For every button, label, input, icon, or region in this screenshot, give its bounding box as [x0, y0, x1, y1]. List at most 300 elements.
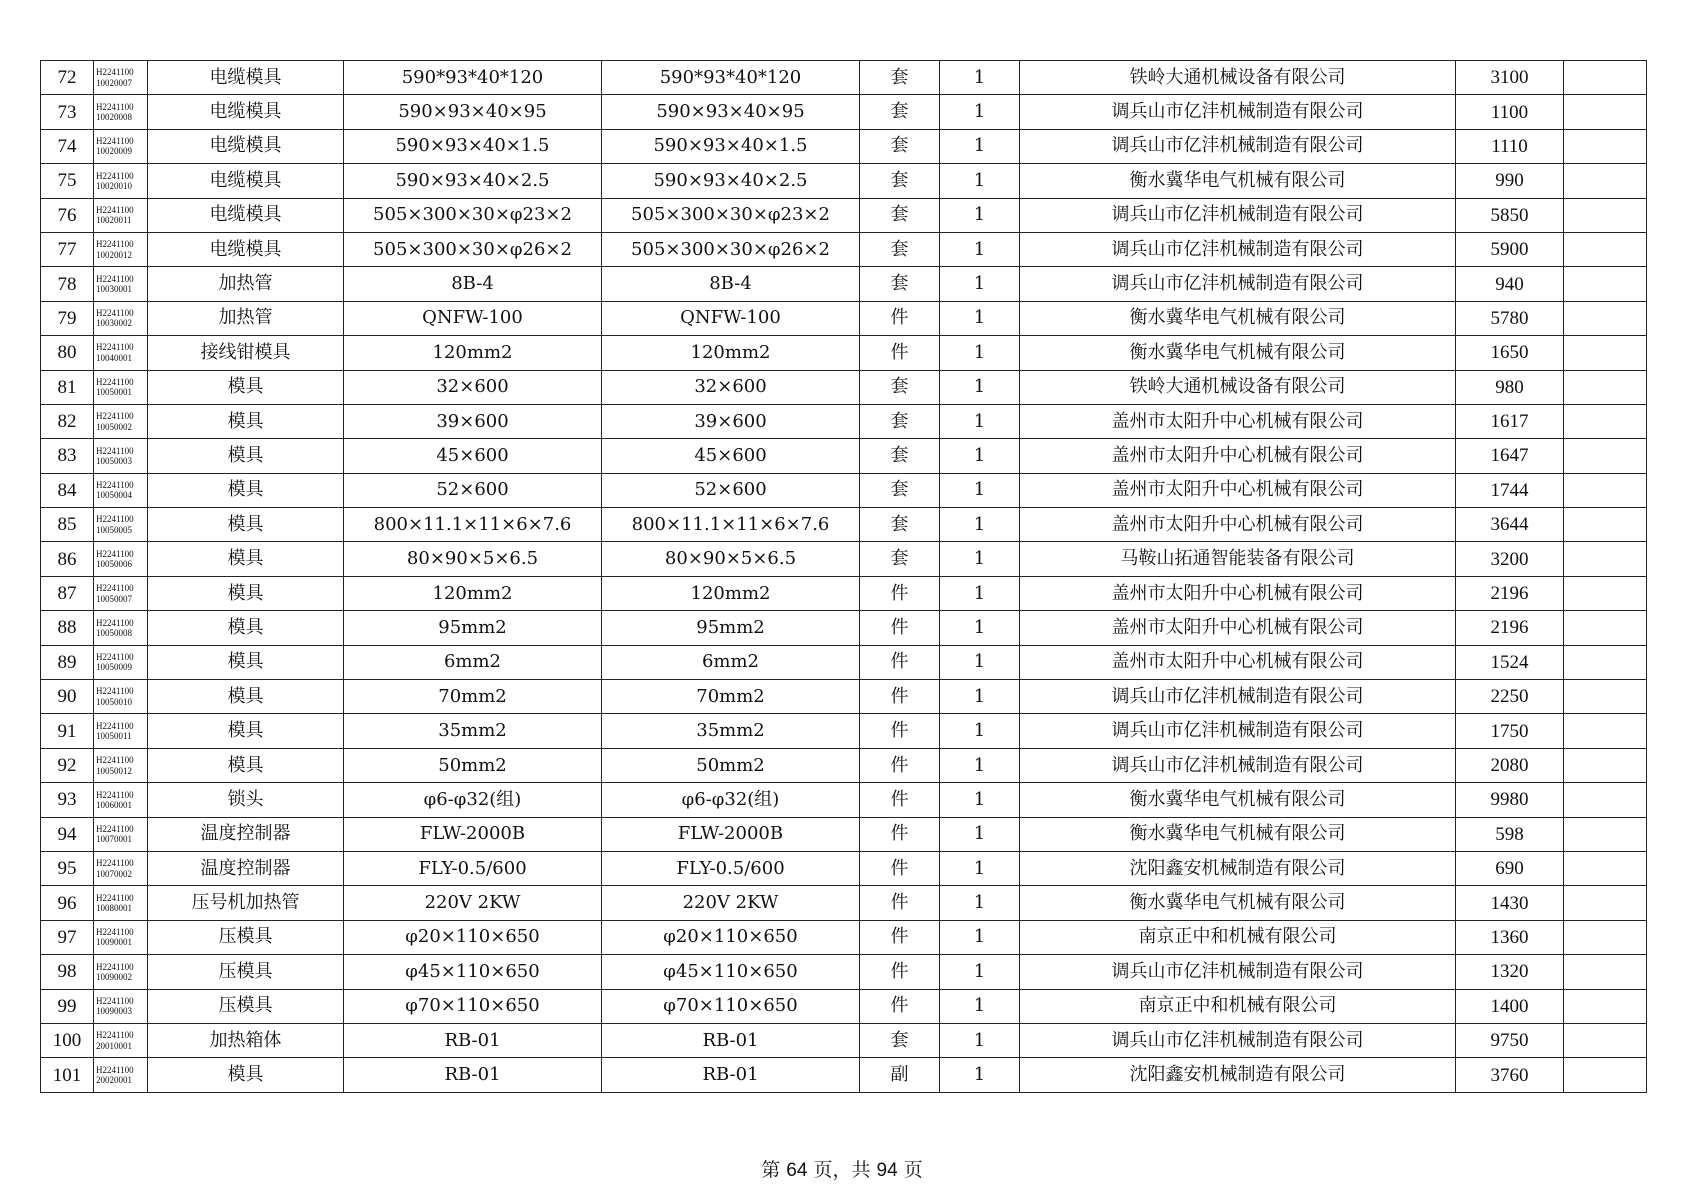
- item-name-cell: 模具: [148, 576, 344, 610]
- item-name-cell: 接线钳模具: [148, 336, 344, 370]
- table-row: [41, 542, 1647, 576]
- quantity-cell: 1: [940, 336, 1020, 370]
- price-cell: 9980: [1456, 783, 1564, 817]
- item-name-cell: 压号机加热管: [148, 886, 344, 920]
- unit-cell: 套: [860, 508, 940, 542]
- spec-cell: 6mm2: [344, 645, 602, 679]
- item-name-cell: 模具: [148, 404, 344, 438]
- unit-cell: 件: [860, 851, 940, 885]
- item-code-line2: 10020012: [96, 249, 132, 260]
- item-code-cell: [94, 370, 148, 404]
- item-code-line1: H2241100: [96, 720, 134, 731]
- unit-cell: 件: [860, 714, 940, 748]
- quantity-cell: 1: [940, 95, 1020, 129]
- supplier-cell: 沈阳鑫安机械制造有限公司: [1020, 1058, 1456, 1092]
- item-code-cell: [94, 404, 148, 438]
- price-cell: 1360: [1456, 920, 1564, 954]
- item-code-line2: 10050011: [96, 731, 132, 742]
- item-name-cell: 模具: [148, 680, 344, 714]
- unit-cell: 件: [860, 576, 940, 610]
- note-cell: [1564, 714, 1647, 748]
- total-pages-number: 94: [876, 1160, 898, 1181]
- row-number-cell: 82: [41, 404, 94, 438]
- note-cell: [1564, 680, 1647, 714]
- note-cell: [1564, 576, 1647, 610]
- spec-cell: 590*93*40*120: [344, 61, 602, 95]
- unit-cell: 件: [860, 645, 940, 679]
- spec-cell: φ6-φ32(组): [344, 783, 602, 817]
- quantity-cell: 1: [940, 748, 1020, 782]
- unit-cell: 件: [860, 301, 940, 335]
- item-code-line2: 10050010: [96, 696, 132, 707]
- unit-cell: 件: [860, 886, 940, 920]
- unit-cell: 套: [860, 542, 940, 576]
- item-code-cell: [94, 473, 148, 507]
- model-cell: 800×11.1×11×6×7.6: [602, 508, 860, 542]
- supplier-cell: 沈阳鑫安机械制造有限公司: [1020, 851, 1456, 885]
- spec-cell: φ20×110×650: [344, 920, 602, 954]
- item-name-cell: 电缆模具: [148, 198, 344, 232]
- item-code-cell: [94, 1058, 148, 1092]
- price-cell: 1650: [1456, 336, 1564, 370]
- quantity-cell: 1: [940, 129, 1020, 163]
- item-code-cell: [94, 508, 148, 542]
- note-cell: [1564, 439, 1647, 473]
- item-name-cell: 电缆模具: [148, 164, 344, 198]
- price-cell: 2250: [1456, 680, 1564, 714]
- item-name-cell: 压模具: [148, 920, 344, 954]
- item-code-line1: H2241100: [96, 789, 134, 800]
- spec-cell: 50mm2: [344, 748, 602, 782]
- note-cell: [1564, 886, 1647, 920]
- model-cell: 32×600: [602, 370, 860, 404]
- note-cell: [1564, 783, 1647, 817]
- item-name-cell: 电缆模具: [148, 129, 344, 163]
- note-cell: [1564, 851, 1647, 885]
- row-number-cell: 90: [41, 680, 94, 714]
- model-cell: FLW-2000B: [602, 817, 860, 851]
- row-number-cell: 74: [41, 129, 94, 163]
- price-cell: 1750: [1456, 714, 1564, 748]
- unit-cell: 件: [860, 783, 940, 817]
- price-cell: 3760: [1456, 1058, 1564, 1092]
- supplier-cell: 调兵山市亿沣机械制造有限公司: [1020, 198, 1456, 232]
- unit-cell: 件: [860, 611, 940, 645]
- quantity-cell: 1: [940, 817, 1020, 851]
- price-cell: 1744: [1456, 473, 1564, 507]
- quantity-cell: 1: [940, 301, 1020, 335]
- price-cell: 3644: [1456, 508, 1564, 542]
- note-cell: [1564, 336, 1647, 370]
- quantity-cell: 1: [940, 680, 1020, 714]
- row-number-cell: 96: [41, 886, 94, 920]
- spec-cell: 505×300×30×φ23×2: [344, 198, 602, 232]
- quantity-cell: 1: [940, 851, 1020, 885]
- supplier-cell: 盖州市太阳升中心机械有限公司: [1020, 508, 1456, 542]
- table-row: [41, 817, 1647, 851]
- model-cell: 590×93×40×95: [602, 95, 860, 129]
- item-name-cell: 模具: [148, 1058, 344, 1092]
- unit-cell: 套: [860, 129, 940, 163]
- item-code-line2: 10050007: [96, 593, 132, 604]
- item-code-line1: H2241100: [96, 651, 134, 662]
- price-cell: 990: [1456, 164, 1564, 198]
- price-cell: 9750: [1456, 1023, 1564, 1057]
- item-name-cell: 电缆模具: [148, 232, 344, 266]
- item-code-cell: [94, 61, 148, 95]
- item-code-line1: H2241100: [96, 136, 134, 147]
- table-row: [41, 473, 1647, 507]
- item-code-line2: 10050003: [96, 455, 132, 466]
- item-code-cell: [94, 886, 148, 920]
- item-code-line1: H2241100: [96, 548, 134, 559]
- model-cell: 220V 2KW: [602, 886, 860, 920]
- spec-cell: FLY-0.5/600: [344, 851, 602, 885]
- unit-cell: 套: [860, 61, 940, 95]
- spec-cell: 220V 2KW: [344, 886, 602, 920]
- table-row: [41, 783, 1647, 817]
- supplier-cell: 调兵山市亿沣机械制造有限公司: [1020, 129, 1456, 163]
- supplier-cell: 衡水冀华电气机械有限公司: [1020, 336, 1456, 370]
- item-code-line1: H2241100: [96, 823, 134, 834]
- quantity-cell: 1: [940, 989, 1020, 1023]
- unit-cell: 套: [860, 164, 940, 198]
- spec-cell: 590×93×40×1.5: [344, 129, 602, 163]
- price-cell: 1110: [1456, 129, 1564, 163]
- item-code-cell: [94, 920, 148, 954]
- model-cell: RB-01: [602, 1023, 860, 1057]
- item-name-cell: 压模具: [148, 955, 344, 989]
- item-code-line1: H2241100: [96, 755, 134, 766]
- supplier-cell: 马鞍山拓通智能装备有限公司: [1020, 542, 1456, 576]
- item-code-cell: [94, 851, 148, 885]
- model-cell: 70mm2: [602, 680, 860, 714]
- quantity-cell: 1: [940, 232, 1020, 266]
- item-code-cell: [94, 576, 148, 610]
- note-cell: [1564, 1058, 1647, 1092]
- supplier-cell: 盖州市太阳升中心机械有限公司: [1020, 645, 1456, 679]
- price-cell: 940: [1456, 267, 1564, 301]
- model-cell: 590×93×40×2.5: [602, 164, 860, 198]
- item-name-cell: 模具: [148, 439, 344, 473]
- item-code-line2: 10050005: [96, 524, 132, 535]
- item-code-cell: [94, 611, 148, 645]
- item-code-line2: 10030002: [96, 318, 132, 329]
- supplier-cell: 盖州市太阳升中心机械有限公司: [1020, 576, 1456, 610]
- supplier-cell: 衡水冀华电气机械有限公司: [1020, 817, 1456, 851]
- quantity-cell: 1: [940, 508, 1020, 542]
- unit-cell: 件: [860, 955, 940, 989]
- item-code-cell: [94, 164, 148, 198]
- price-cell: 5780: [1456, 301, 1564, 335]
- table-row: [41, 508, 1647, 542]
- supplier-cell: 盖州市太阳升中心机械有限公司: [1020, 611, 1456, 645]
- item-name-cell: 模具: [148, 645, 344, 679]
- supplier-cell: 盖州市太阳升中心机械有限公司: [1020, 473, 1456, 507]
- price-cell: 5900: [1456, 232, 1564, 266]
- supplier-cell: 调兵山市亿沣机械制造有限公司: [1020, 680, 1456, 714]
- supplier-cell: 盖州市太阳升中心机械有限公司: [1020, 404, 1456, 438]
- supplier-cell: 南京正中和机械有限公司: [1020, 989, 1456, 1023]
- supplier-cell: 衡水冀华电气机械有限公司: [1020, 301, 1456, 335]
- table-row: [41, 129, 1647, 163]
- row-number-cell: 83: [41, 439, 94, 473]
- price-cell: 3100: [1456, 61, 1564, 95]
- model-cell: FLY-0.5/600: [602, 851, 860, 885]
- item-code-line2: 10050001: [96, 387, 132, 398]
- model-cell: 50mm2: [602, 748, 860, 782]
- unit-cell: 件: [860, 680, 940, 714]
- item-code-line2: 10050012: [96, 765, 132, 776]
- item-code-line2: 10070001: [96, 834, 132, 845]
- spec-cell: 39×600: [344, 404, 602, 438]
- price-cell: 690: [1456, 851, 1564, 885]
- item-code-line2: 10040001: [96, 352, 132, 363]
- item-code-line1: H2241100: [96, 583, 134, 594]
- item-code-cell: [94, 95, 148, 129]
- item-name-cell: 模具: [148, 714, 344, 748]
- price-cell: 1617: [1456, 404, 1564, 438]
- supplier-cell: 铁岭大通机械设备有限公司: [1020, 61, 1456, 95]
- item-code-cell: [94, 301, 148, 335]
- model-cell: 52×600: [602, 473, 860, 507]
- item-code-line2: 10050002: [96, 421, 132, 432]
- quantity-cell: 1: [940, 611, 1020, 645]
- item-name-cell: 温度控制器: [148, 817, 344, 851]
- note-cell: [1564, 611, 1647, 645]
- note-cell: [1564, 473, 1647, 507]
- item-code-line2: 10090002: [96, 971, 132, 982]
- table-row: [41, 955, 1647, 989]
- table-row: [41, 61, 1647, 95]
- spec-cell: 120mm2: [344, 576, 602, 610]
- item-name-cell: 模具: [148, 748, 344, 782]
- item-code-line1: H2241100: [96, 239, 134, 250]
- model-cell: QNFW-100: [602, 301, 860, 335]
- supplier-cell: 南京正中和机械有限公司: [1020, 920, 1456, 954]
- model-cell: φ6-φ32(组): [602, 783, 860, 817]
- item-code-line1: H2241100: [96, 961, 134, 972]
- current-page-number: 64: [786, 1160, 808, 1181]
- note-cell: [1564, 955, 1647, 989]
- item-code-line2: 20020001: [96, 1075, 132, 1086]
- note-cell: [1564, 61, 1647, 95]
- item-code-line2: 10050008: [96, 627, 132, 638]
- table-row: [41, 336, 1647, 370]
- item-name-cell: 温度控制器: [148, 851, 344, 885]
- row-number-cell: 73: [41, 95, 94, 129]
- row-number-cell: 85: [41, 508, 94, 542]
- row-number-cell: 75: [41, 164, 94, 198]
- supplier-cell: 调兵山市亿沣机械制造有限公司: [1020, 95, 1456, 129]
- item-name-cell: 模具: [148, 508, 344, 542]
- item-code-cell: [94, 129, 148, 163]
- unit-cell: 件: [860, 336, 940, 370]
- supplier-cell: 铁岭大通机械设备有限公司: [1020, 370, 1456, 404]
- table-row: [41, 714, 1647, 748]
- model-cell: 95mm2: [602, 611, 860, 645]
- note-cell: [1564, 645, 1647, 679]
- unit-cell: 副: [860, 1058, 940, 1092]
- item-code-cell: [94, 955, 148, 989]
- row-number-cell: 81: [41, 370, 94, 404]
- model-cell: 6mm2: [602, 645, 860, 679]
- item-code-line1: H2241100: [96, 892, 134, 903]
- note-cell: [1564, 404, 1647, 438]
- table-row: [41, 576, 1647, 610]
- item-code-line2: 10080001: [96, 903, 132, 914]
- spec-cell: 80×90×5×6.5: [344, 542, 602, 576]
- item-code-line1: H2241100: [96, 376, 134, 387]
- table-row: [41, 370, 1647, 404]
- table-row: [41, 851, 1647, 885]
- item-code-line1: H2241100: [96, 342, 134, 353]
- row-number-cell: 93: [41, 783, 94, 817]
- unit-cell: 件: [860, 920, 940, 954]
- item-code-line2: 10050004: [96, 490, 132, 501]
- row-number-cell: 97: [41, 920, 94, 954]
- row-number-cell: 78: [41, 267, 94, 301]
- quantity-cell: 1: [940, 61, 1020, 95]
- item-code-line1: H2241100: [96, 170, 134, 181]
- item-code-cell: [94, 542, 148, 576]
- row-number-cell: 79: [41, 301, 94, 335]
- item-code-line1: H2241100: [96, 411, 134, 422]
- item-code-cell: [94, 817, 148, 851]
- note-cell: [1564, 920, 1647, 954]
- price-cell: 3200: [1456, 542, 1564, 576]
- model-cell: 505×300×30×φ26×2: [602, 232, 860, 266]
- model-cell: 45×600: [602, 439, 860, 473]
- unit-cell: 件: [860, 817, 940, 851]
- spec-cell: 590×93×40×95: [344, 95, 602, 129]
- supplier-cell: 调兵山市亿沣机械制造有限公司: [1020, 955, 1456, 989]
- table-row: [41, 886, 1647, 920]
- note-cell: [1564, 164, 1647, 198]
- item-code-line2: 10030001: [96, 284, 132, 295]
- table-row: [41, 301, 1647, 335]
- spec-cell: 45×600: [344, 439, 602, 473]
- supplier-cell: 调兵山市亿沣机械制造有限公司: [1020, 267, 1456, 301]
- supplier-cell: 衡水冀华电气机械有限公司: [1020, 783, 1456, 817]
- item-code-line2: 10020010: [96, 180, 132, 191]
- model-cell: RB-01: [602, 1058, 860, 1092]
- item-code-line2: 10020008: [96, 112, 132, 123]
- item-code-cell: [94, 439, 148, 473]
- model-cell: φ20×110×650: [602, 920, 860, 954]
- item-code-line2: 10020011: [96, 215, 132, 226]
- table-row: [41, 1023, 1647, 1057]
- price-cell: 2080: [1456, 748, 1564, 782]
- model-cell: 590*93*40*120: [602, 61, 860, 95]
- table-body: [41, 61, 1647, 1093]
- row-number-cell: 87: [41, 576, 94, 610]
- model-cell: 39×600: [602, 404, 860, 438]
- item-code-line1: H2241100: [96, 101, 134, 112]
- item-name-cell: 模具: [148, 542, 344, 576]
- note-cell: [1564, 748, 1647, 782]
- item-code-line1: H2241100: [96, 204, 134, 215]
- table-row: [41, 164, 1647, 198]
- note-cell: [1564, 1023, 1647, 1057]
- model-cell: 505×300×30×φ23×2: [602, 198, 860, 232]
- note-cell: [1564, 301, 1647, 335]
- item-code-line1: H2241100: [96, 67, 134, 78]
- price-cell: 980: [1456, 370, 1564, 404]
- table-row: [41, 1058, 1647, 1092]
- spec-cell: 120mm2: [344, 336, 602, 370]
- table-row: [41, 439, 1647, 473]
- price-cell: 2196: [1456, 576, 1564, 610]
- item-code-line1: H2241100: [96, 1064, 134, 1075]
- model-cell: φ45×110×650: [602, 955, 860, 989]
- unit-cell: 套: [860, 473, 940, 507]
- unit-cell: 件: [860, 748, 940, 782]
- row-number-cell: 91: [41, 714, 94, 748]
- quantity-cell: 1: [940, 542, 1020, 576]
- item-code-line2: 10050009: [96, 662, 132, 673]
- row-number-cell: 94: [41, 817, 94, 851]
- price-cell: 2196: [1456, 611, 1564, 645]
- footer-prefix: 第: [761, 1159, 781, 1181]
- row-number-cell: 101: [41, 1058, 94, 1092]
- supplier-cell: 衡水冀华电气机械有限公司: [1020, 886, 1456, 920]
- spec-cell: QNFW-100: [344, 301, 602, 335]
- item-name-cell: 模具: [148, 370, 344, 404]
- quantity-cell: 1: [940, 439, 1020, 473]
- row-number-cell: 99: [41, 989, 94, 1023]
- supplier-cell: 调兵山市亿沣机械制造有限公司: [1020, 232, 1456, 266]
- row-number-cell: 98: [41, 955, 94, 989]
- item-code-line2: 10090001: [96, 937, 132, 948]
- row-number-cell: 100: [41, 1023, 94, 1057]
- table-row: [41, 404, 1647, 438]
- spec-cell: φ45×110×650: [344, 955, 602, 989]
- item-code-line1: H2241100: [96, 617, 134, 628]
- note-cell: [1564, 370, 1647, 404]
- item-code-line1: H2241100: [96, 927, 134, 938]
- item-code-cell: [94, 232, 148, 266]
- item-code-line1: H2241100: [96, 480, 134, 491]
- unit-cell: 套: [860, 439, 940, 473]
- item-code-line1: H2241100: [96, 445, 134, 456]
- item-code-line1: H2241100: [96, 1030, 134, 1041]
- table-row: [41, 198, 1647, 232]
- item-name-cell: 加热管: [148, 267, 344, 301]
- spec-cell: 505×300×30×φ26×2: [344, 232, 602, 266]
- page-footer: [0, 1155, 1684, 1182]
- unit-cell: 套: [860, 370, 940, 404]
- quantity-cell: 1: [940, 576, 1020, 610]
- catalog-table: [40, 60, 1647, 1093]
- spec-cell: 32×600: [344, 370, 602, 404]
- price-cell: 1430: [1456, 886, 1564, 920]
- item-code-line2: 10060001: [96, 799, 132, 810]
- spec-cell: FLW-2000B: [344, 817, 602, 851]
- spec-cell: 52×600: [344, 473, 602, 507]
- quantity-cell: 1: [940, 370, 1020, 404]
- unit-cell: 套: [860, 95, 940, 129]
- row-number-cell: 80: [41, 336, 94, 370]
- quantity-cell: 1: [940, 645, 1020, 679]
- item-code-cell: [94, 645, 148, 679]
- unit-cell: 套: [860, 1023, 940, 1057]
- item-code-line2: 10050006: [96, 559, 132, 570]
- spec-cell: 95mm2: [344, 611, 602, 645]
- item-code-cell: [94, 1023, 148, 1057]
- price-cell: 1524: [1456, 645, 1564, 679]
- spec-cell: RB-01: [344, 1058, 602, 1092]
